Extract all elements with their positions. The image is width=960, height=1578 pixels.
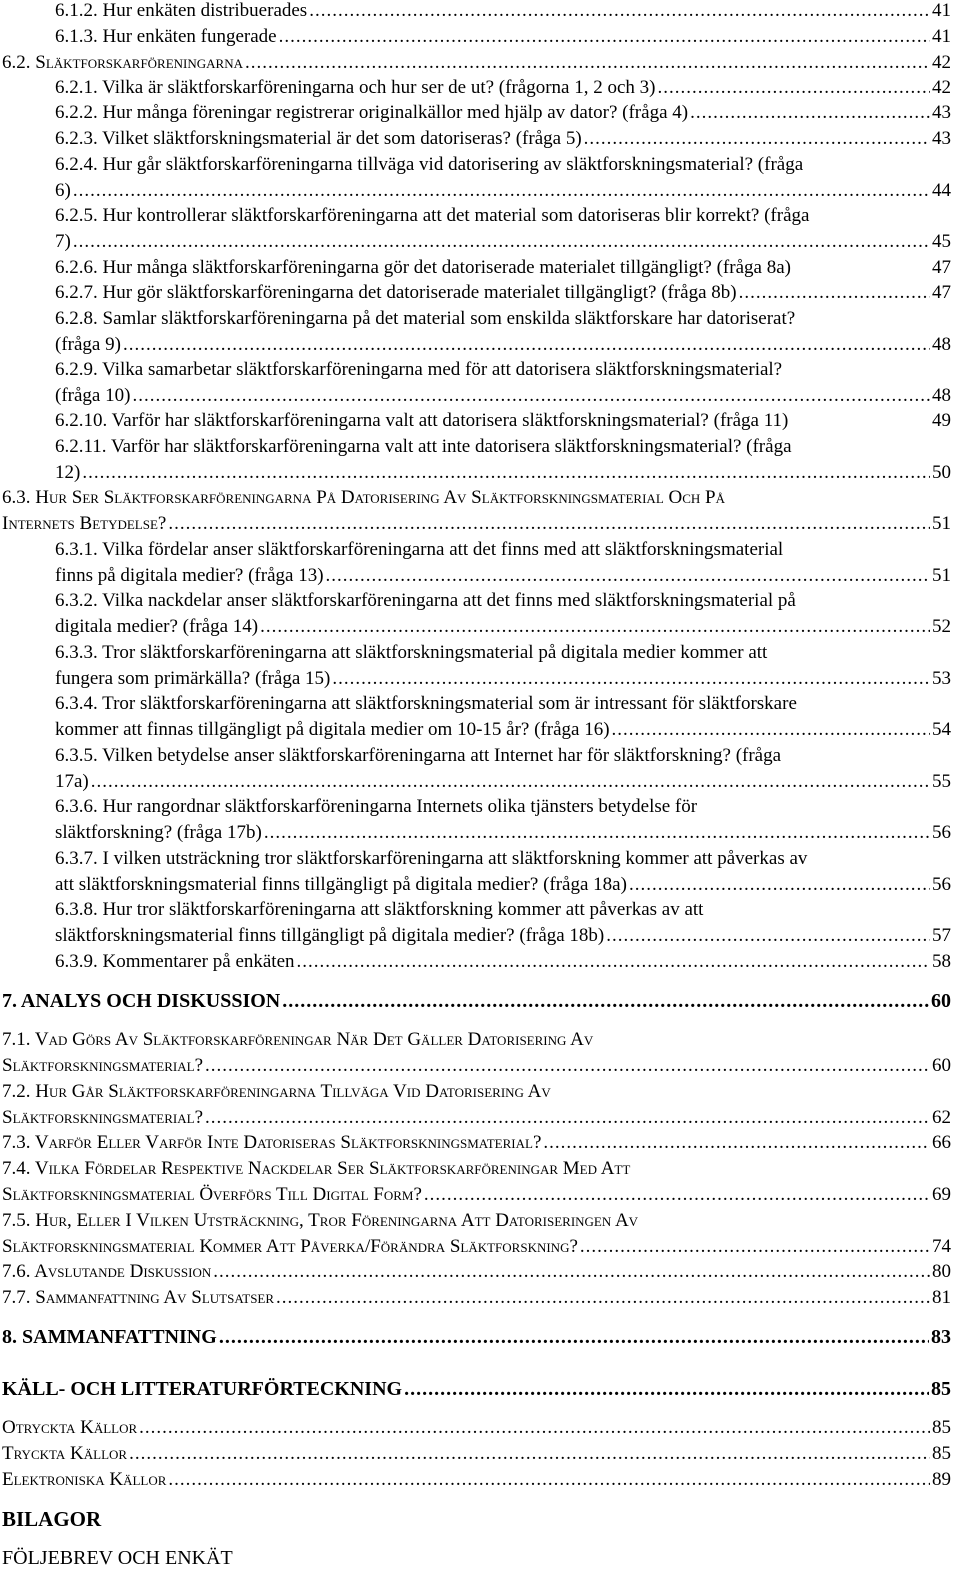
toc-page-number: 43 [932, 128, 951, 149]
dot-leader [205, 1107, 930, 1129]
toc-page-number: 52 [932, 615, 951, 637]
toc-entry-title: Släktforskningsmaterial? [2, 1106, 204, 1128]
toc-entry-title: 6.3.1. Vilka fördelar anser släktforskarföreningarna att det finns med att släktforskningsmaterial [55, 539, 784, 560]
toc-page-number: 41 [932, 0, 951, 21]
toc-page-number: 55 [932, 770, 951, 792]
toc-entry-title: 7.6. Avslutande Diskussion [2, 1261, 212, 1282]
toc-entry-title: Elektroniska Källor [2, 1469, 167, 1490]
toc-entry-title: KÄLL- OCH LITTERATURFÖRTECKNING [2, 1378, 403, 1400]
toc-page-number: 42 [932, 77, 951, 98]
dot-leader [297, 951, 930, 973]
toc-page-number: 51 [932, 564, 951, 586]
toc-entry-title: 7.5. Hur, Eller I Vilken Utsträckning, Tror Föreningarna Att Datoriseringen Av [2, 1210, 639, 1231]
toc-page-number: 51 [932, 512, 951, 534]
dot-leader [82, 462, 930, 484]
toc-page-number: 85 [931, 1378, 951, 1400]
dot-leader [129, 1443, 930, 1465]
toc-entry-title: 6.3. Hur Ser Släktforskarföreningarna På Datorisering Av Släktforskningsmaterial Och På [2, 487, 725, 508]
toc-entry-title: fungera som primärkälla? (fråga 15) [55, 667, 331, 689]
toc-entry-title: 6.3.2. Vilka nackdelar anser släktforskarföreningarna att det finns med släktforskningsmaterial på [55, 590, 796, 611]
toc-entry-title: 6.3.7. I vilken utsträckning tror släktforskarföreningarna att släktforskning kommer att påverkas av [55, 848, 808, 869]
dot-leader [282, 990, 929, 1012]
toc-entry-title: 6.2.9. Vilka samarbetar släktforskarföreningarna med för att datorisera släktforskningsmaterial? [55, 359, 783, 380]
toc-page-number: 54 [932, 718, 951, 740]
toc-entry-title: 7) [55, 230, 71, 252]
toc-entry-title: 6.2.7. Hur gör släktforskarföreningarna det datoriserade materialet tillgängligt? (fråga 8b) [55, 282, 737, 303]
dot-leader [658, 77, 931, 99]
dot-leader [309, 0, 930, 22]
toc-entry-title: 7.3. Varför Eller Varför Inte Datoriseras Släktforskningsmaterial? [2, 1132, 542, 1153]
dot-leader [276, 1287, 930, 1309]
toc-page-number: 50 [932, 461, 951, 483]
toc-entry-title: 6.3.9. Kommentarer på enkäten [55, 951, 295, 972]
dot-leader [219, 1326, 929, 1348]
toc-entry-title: 6.2.1. Vilka är släktforskarföreningarna och hur ser de ut? (frågorna 1, 2 och 3) [55, 77, 656, 98]
toc-entry-title: 7.1. Vad Görs Av Släktforskarföreningar När Det Gäller Datorisering Av [2, 1029, 594, 1050]
dot-leader [205, 1055, 930, 1077]
toc-page-number: 85 [932, 1443, 951, 1464]
toc-page-number: 60 [931, 990, 951, 1012]
toc-entry-title: 7.7. Sammanfattning Av Slutsatser [2, 1287, 275, 1308]
toc-entry-title: digitala medier? (fråga 14) [55, 615, 259, 637]
dot-leader [132, 385, 930, 407]
toc-page-number: 83 [931, 1326, 951, 1348]
toc-page-number: 57 [932, 924, 951, 946]
toc-page-number: 47 [932, 257, 951, 278]
toc-entry-title: 6.2.6. Hur många släktforskarföreningarna gör det datoriserade materialet tillgängligt? (fråga 8a) [55, 257, 791, 278]
dot-leader [168, 513, 930, 535]
toc-page-number: 81 [932, 1287, 951, 1308]
toc-page-number: 58 [932, 951, 951, 972]
toc-entry-title: 12) [55, 461, 81, 483]
dot-leader [332, 668, 930, 690]
dot-leader [264, 822, 930, 844]
toc-page-number: 80 [932, 1261, 951, 1282]
dot-leader [245, 52, 930, 74]
toc-entry-title: släktforskningsmaterial finns tillgängligt på digitala medier? (fråga 18b) [55, 924, 605, 946]
dot-leader [580, 1236, 930, 1258]
toc-entry-title: kommer att finnas tillgängligt på digitala medier om 10-15 år? (fråga 16) [55, 718, 610, 740]
toc-entry-title: 6.1.3. Hur enkäten fungerade [55, 26, 277, 47]
dot-leader [584, 128, 930, 150]
toc-entry-title: 6.2.10. Varför har släktforskarföreningarna valt att datorisera släktforskningsmaterial? (fråga 11) [55, 410, 789, 431]
toc-page-number: 48 [932, 333, 951, 355]
toc-page-number: 47 [932, 282, 951, 303]
toc-entry-title: 6.1.2. Hur enkäten distribuerades [55, 0, 308, 21]
bilagor-heading: BILAGOR [2, 1507, 102, 1531]
toc-entry-title: Tryckta Källor [2, 1443, 128, 1464]
toc-page-number: 56 [932, 873, 951, 895]
dot-leader [739, 282, 930, 304]
dot-leader [91, 771, 930, 793]
dot-leader [123, 334, 930, 356]
toc-entry-title: släktforskning? (fråga 17b) [55, 821, 262, 843]
toc-entry-title: finns på digitala medier? (fråga 13) [55, 564, 324, 586]
toc-page-number: 44 [932, 179, 951, 201]
dot-leader [543, 1132, 930, 1154]
toc-entry-title: Släktforskningsmaterial? [2, 1054, 204, 1076]
toc-entry-title: 6.2. Släktforskarföreningarna [2, 52, 244, 73]
toc-entry-title: 6.3.6. Hur rangordnar släktforskarföreningarna Internets olika tjänsters betydelse för [55, 796, 698, 817]
toc-page-number: 53 [932, 667, 951, 689]
toc-entry-title: 6.3.5. Vilken betydelse anser släktforskarföreningarna att Internet har för släktforskning? (fråga [55, 745, 782, 766]
toc-entry-title: Otryckta Källor [2, 1417, 138, 1438]
toc-entry-title: 6.2.3. Vilket släktforskningsmaterial är det som datoriseras? (fråga 5) [55, 128, 582, 149]
dot-leader [139, 1417, 930, 1439]
toc-entry-title: att släktforskningsmaterial finns tillgängligt på digitala medier? (fråga 18a) [55, 873, 627, 895]
dot-leader [690, 102, 930, 124]
toc-entry-title: Internets Betydelse? [2, 512, 167, 534]
toc-entry-title: 7. ANALYS OCH DISKUSSION [2, 990, 281, 1012]
toc-page-number: 74 [932, 1235, 951, 1257]
toc-page-number: 69 [932, 1183, 951, 1205]
toc-entry-title: 6.3.3. Tror släktforskarföreningarna att släktforskningsmaterial på digitala medier kommer att [55, 642, 768, 663]
toc-entry-title: 6.3.4. Tror släktforskarföreningarna att släktforskningsmaterial som är intressant för släktforskare [55, 693, 797, 714]
toc-entry-title: 7.4. Vilka Fördelar Respektive Nackdelar Ser Släktforskarföreningar Med Att [2, 1158, 631, 1179]
toc-page-number: 41 [932, 26, 951, 47]
toc-entry-title: 6.2.5. Hur kontrollerar släktforskarföreningarna att det material som datoriseras blir korrekt? (fråga [55, 205, 810, 226]
toc-entry-title: 17a) [55, 770, 89, 792]
toc-entry-title: Släktforskningsmaterial Överförs Till Digital Form? [2, 1183, 422, 1205]
toc-page-number: 45 [932, 230, 951, 252]
toc-entry-title: (fråga 10) [55, 384, 131, 406]
toc-entry-title: (fråga 9) [55, 333, 121, 355]
dot-leader [168, 1469, 930, 1491]
toc-entry-title: 6) [55, 179, 71, 201]
dot-leader [629, 874, 930, 896]
dot-leader [73, 231, 930, 253]
toc-entry-title: 6.2.4. Hur går släktforskarföreningarna tillväga vid datorisering av släktforskningsmaterial? (fråga [55, 154, 804, 175]
toc-entry-title: 8. SAMMANFATTNING [2, 1326, 217, 1348]
dot-leader [213, 1261, 930, 1283]
toc-entry-title: Släktforskningsmaterial Kommer Att Påverka/Förändra Släktforskning? [2, 1235, 578, 1257]
dot-leader [404, 1378, 929, 1400]
toc-page-number: 66 [932, 1132, 951, 1153]
toc-entry-title: 7.2. Hur Går Släktforskarföreningarna Tillväga Vid Datorisering Av [2, 1081, 551, 1102]
toc-page-number: 56 [932, 821, 951, 843]
dot-leader [326, 565, 930, 587]
dot-leader [424, 1184, 930, 1206]
toc-page-number: 85 [932, 1417, 951, 1438]
toc-page-number: 49 [932, 410, 951, 431]
toc-page-number: 42 [932, 52, 951, 73]
dot-leader [279, 26, 930, 48]
toc-page-number: 48 [932, 384, 951, 406]
dot-leader [260, 616, 930, 638]
dot-leader [73, 180, 930, 202]
toc-entry-title: 6.2.8. Samlar släktforskarföreningarna på det material som enskilda släktforskare har datoriserat? [55, 308, 796, 329]
toc-entry-title: 6.3.8. Hur tror släktforskarföreningarna att släktforskning kommer att påverkas av att [55, 899, 704, 920]
toc-page-number: 62 [932, 1106, 951, 1128]
toc-page-number: 60 [932, 1054, 951, 1076]
bilagor-item: FÖLJEBREV OCH ENKÄT [2, 1547, 233, 1569]
toc-entry-title: 6.2.2. Hur många föreningar registrerar originalkällor med hjälp av dator? (fråga 4) [55, 102, 689, 123]
toc-page-number: 89 [932, 1469, 951, 1490]
dot-leader [612, 719, 930, 741]
dot-leader [606, 925, 930, 947]
toc-page-number: 43 [932, 102, 951, 123]
toc-entry-title: 6.2.11. Varför har släktforskarföreningarna valt att inte datorisera släktforskningsmaterial? (fråga [55, 436, 792, 457]
